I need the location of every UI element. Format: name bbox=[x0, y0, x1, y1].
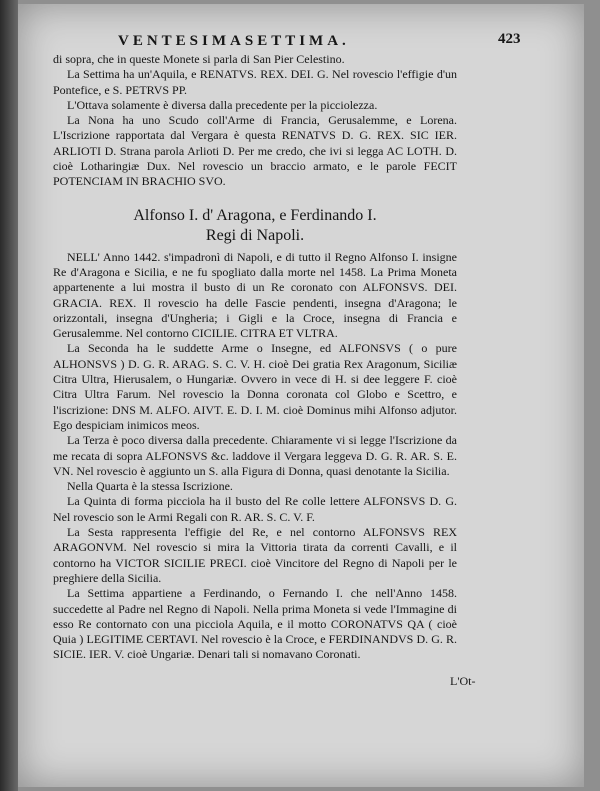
paragraph: La Settima appartiene a Ferdinando, o Fernando I. che nell'Anno 1458. succedette al Padre nel Regno di Napoli. Nella prima Moneta si vede l'Immagine di esso Re contornato con una picciola Aquila, e il motto CORONATVS QA ( cioè Quia ) LEGITIME CERTAVI. Nel rovescio è la Croce, e FERDINANDVS D. G. R. SICIE. IER. V. cioè Ungariæ. Denari tali si nomavano Coronati. bbox=[53, 586, 457, 662]
paragraph: La Quinta di forma picciola ha il busto del Re colle lettere ALFONSVS D. G. Nel rovescio son le Armi Regali con R. AR. S. C. V. F. bbox=[53, 494, 457, 524]
book-gutter-shadow bbox=[0, 0, 18, 791]
running-title: VENTESIMASETTIMA. bbox=[118, 33, 350, 49]
page-number: 423 bbox=[498, 31, 521, 47]
paragraph: NELL' Anno 1442. s'impadronì di Napoli, e di tutto il Regno Alfonso I. insigne Re d'Aragona e Sicilia, e ne fu spogliato dalla morte nel 1458. La Prima Moneta appartenente a lui mostra il busto di un Re coronato con ALFONSVS. DEI. GRACIA. REX. Il rovescio ha delle Fascie pendenti, insegna d'Aragona; le orizzontali, insegna d'Ungheria; i Gigli e la Croce, insegna di Francia e Gerusalemme. Nel contorno CICILIE. CITRA ET VLTRA. bbox=[53, 249, 457, 341]
paragraph: La Settima ha un'Aquila, e RENATVS. REX. DEI. G. Nel rovescio l'effigie d'un Pontefice, e S. PETRVS PP. bbox=[53, 67, 457, 97]
section-heading-line: Alfonso I. d' Aragona, e Ferdinando I. bbox=[133, 206, 377, 224]
paragraph: La Seconda ha le suddette Arme o Insegne, ed ALFONSVS ( o pure ALHONSVS ) D. G. R. ARAG. S. C. V. H. cioè Dei gratia Rex Aragonum, Siciliæ Citra Ultra, Hierusalem, o Hungariæ. Ovvero in vece di H. si dee leggere F. cioè Citra Ultra Farum. Nel rovescio la Donna coronata col Globo e Scettro, e l'iscrizione: DNS M. ALFO. AIVT. E. D. I. M. cioè Dominus mihi Alfonso adjutor. Ego despiciam inimicos meos. bbox=[53, 341, 457, 432]
paragraph: di sopra, che in queste Monete si parla di San Pier Celestino. bbox=[53, 52, 345, 66]
section-heading bbox=[53, 206, 457, 246]
catchword: L'Ot- bbox=[450, 674, 476, 688]
section-heading-line: Regi di Napoli. bbox=[205, 226, 305, 244]
body-text bbox=[53, 52, 457, 663]
paragraph: La Nona ha uno Scudo coll'Arme di Francia, Gerusalemme, e Lorena. L'Iscrizione rapportata dal Vergara è questa RENATVS D. G. REX. SIC IER. ARLIOTI D. Strana parola Arlioti D. Per me credo, che ivi si legga AC LOTH. D. cioè Lotharingiæ Dux. Nel rovescio un braccio armato, e le parole FECIT POTENCIAM IN BRACHIO SVO. bbox=[53, 113, 457, 189]
paragraph: Nella Quarta è la stessa Iscrizione. bbox=[67, 479, 233, 494]
paragraph: La Terza è poco diversa dalla precedente. Chiaramente vi si legge l'Iscrizione da me recata di sopra ALFONSVS &c. laddove il Vergara leggeva D. G. R. AR. S. E. VN. Nel rovescio è aggiunto un S. alla Figura di Donna, quasi denotante la Sicilia. bbox=[53, 433, 457, 478]
paragraph: L'Ottava solamente è diversa dalla precedente per la picciolezza. bbox=[67, 97, 378, 112]
paragraph: La Sesta rappresenta l'effigie del Re, e nel contorno ALFONSVS REX ARAGONVM. Nel rovescio si mira la Vittoria tirata da correnti Cavalli, e il contorno ha VICTOR SICILIE PRECI. cioè Vincitore del Regno di Napoli per le preghiere della Sicilia. bbox=[53, 525, 457, 585]
